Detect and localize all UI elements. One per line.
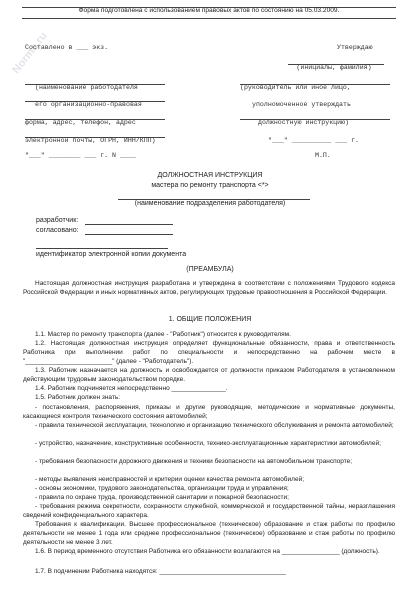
para-1-5: 1.5. Работник должен знать: [35, 394, 121, 401]
doc-title: ДОЛЖНОСТНАЯ ИНСТРУКЦИЯ [157, 172, 263, 179]
approve-label: Утверждаю [337, 44, 373, 51]
para-1-3: 1.3. Работник назначается на должность и освобождается от должности приказом Работодателя в установленном действующим трудовым законодательством порядке. [23, 367, 395, 383]
developer-line [85, 224, 173, 225]
agreed-line [85, 234, 173, 235]
para-1-4: 1.4. Работник подчиняется непосредственно _______________. [35, 385, 228, 392]
employer-name-hint: (наименование работодателя [35, 84, 138, 91]
knowledge-item: - основы экономики, трудового законодательства, организации труда и управления; [35, 485, 289, 492]
para-1-2: 1.2. Настоящая должностная инструкция определяет функциональные обязанности, права и ответственность Работника при выполнении работ по специальности и непосредственно на рабочем месте в "________________________" (далее - "Работодатель"). [23, 340, 395, 365]
knowledge-item: - постановления, распоряжения, приказы и другие руководящие, методические и нормативные документы, касающиеся контроля технического состояния автомобилей; [23, 404, 395, 420]
knowledge-item: - правила технической эксплуатации, технологию и организацию технического обслуживания и ремонта автомобилей; [35, 422, 394, 429]
preamble-heading: (ПРЕАМБУЛА) [186, 266, 234, 273]
doc-id-label: идентификатор электронной копии документа [36, 251, 187, 258]
document-date-number: "___" ________ ___ г. N ____ [25, 152, 136, 159]
preamble-text: Настоящая должностная инструкция разработана и утверждена в соответствии с положениями Трудового кодекса Российской Федерации и иных нормативных актов, регулирующих трудовые правоотношения в Российской Федерации. [23, 280, 395, 296]
stamp-place: М.П. [315, 152, 331, 159]
authorized-hint: уполномоченное утверждать [252, 101, 351, 108]
developer-label: разработчик: [36, 217, 79, 224]
dept-hint: (наименование подразделения работодателя) [134, 200, 286, 207]
initials-hint: (инициалы, фамилия) [296, 64, 372, 71]
address-hint: форма, адрес, телефон, адрес [25, 119, 136, 126]
para-1-7: 1.7. В подчинении Работника находятся: ___________________________________ [35, 568, 286, 575]
org-form-hint: его организационно-правовая [35, 101, 142, 108]
agreed-label: согласовано: [36, 227, 79, 234]
notice-text: Форма подготовлена с использованием правовых актов по состоянию на 05.03.2009. [78, 7, 340, 14]
knowledge-item: - требования режима секретности, сохранности служебной, коммерческой и государственной тайны, неразглашения сведений конфиденциального характера. [23, 503, 395, 519]
composed-in: Составлено в ___ экз. [25, 44, 109, 51]
doc-subtitle: мастера по ремонту транспорта <*> [151, 182, 269, 189]
knowledge-item: - устройство, назначение, конструктивные особенности, технико-эксплуатационные характеристики автомобилей; [35, 440, 381, 447]
notice-bottom-rule [22, 18, 396, 19]
para-1-1: 1.1. Мастер по ремонту транспорта (далее - "Работник") относится к руководителям. [35, 331, 291, 338]
knowledge-item: - правила по охране труда, производственной санитарии и пожарной безопасности; [35, 494, 289, 501]
knowledge-item: - требования безопасности дорожного движения и техники безопасности на автомобильном транспорте; [35, 458, 353, 465]
para-1-6: 1.6. В период временного отсутствия Работника его обязанности возлагаются на ________________ (должность). [35, 548, 380, 555]
email-hint: электронной почты, ОГРН, ИНН/КПП) [25, 137, 156, 144]
approval-date: "___" __________ ___ г. [268, 137, 360, 144]
manager-hint: (руководитель или иное лицо, [240, 84, 351, 91]
knowledge-item: - методы выявления неисправностей и критерии оценки качества ремонта автомобилей; [35, 476, 305, 483]
qualification-text: Требования к квалификации. Высшее профессиональное (техническое) образование и стаж работы по профилю деятельности не менее 1 года или среднее профессиональное (техническое) образование и стаж работы по профилю деятельности не менее 3 лет. [23, 521, 395, 546]
watermark-logo: Norma.ru [9, 29, 50, 76]
section-1-heading: 1. ОБЩИЕ ПОЛОЖЕНИЯ [168, 316, 252, 323]
doc-id-line [36, 248, 168, 249]
job-instr-hint: должностную инструкцию) [258, 119, 350, 126]
